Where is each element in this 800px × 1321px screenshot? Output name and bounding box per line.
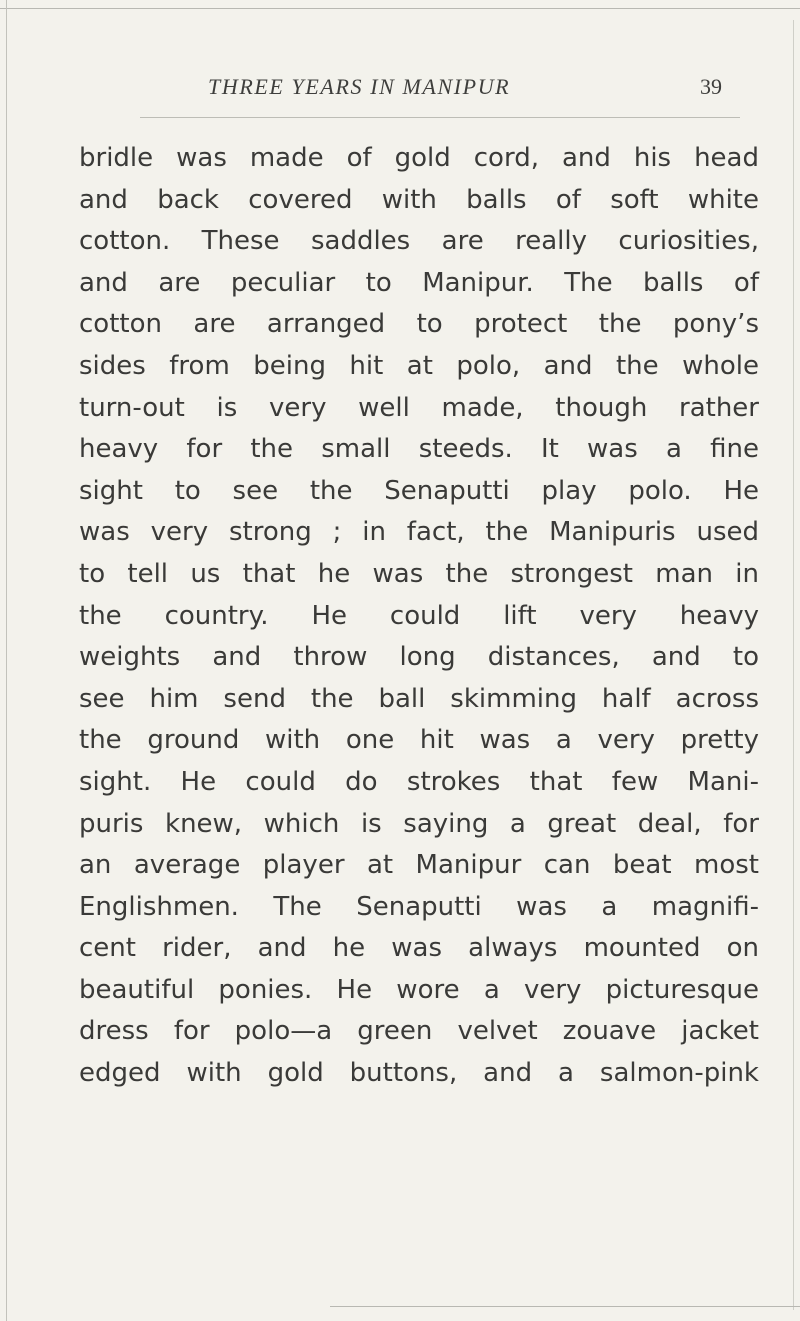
text-line: Englishmen. The Senaputti was a magnifi-: [79, 891, 759, 922]
page-edge-right: [793, 20, 794, 1310]
text-line: to tell us that he was the strongest man in: [79, 558, 759, 589]
running-title: THREE YEARS IN MANIPUR: [208, 74, 511, 99]
text-line: beautiful ponies. He wore a very picturesque: [79, 974, 759, 1005]
page-edge-left: [6, 0, 7, 1321]
text-line: and are peculiar to Manipur. The balls of: [79, 267, 759, 298]
text-line: cotton. These saddles are really curiosities,: [79, 226, 759, 257]
page-number: 39: [700, 74, 722, 99]
page-edge-bottom: [330, 1306, 800, 1307]
text-line: edged with gold buttons, and a salmon-pink: [79, 1058, 759, 1089]
text-line: an average player at Manipur can beat most: [79, 850, 759, 881]
text-line: was very strong ; in fact, the Manipuris used: [79, 517, 759, 548]
header-rule: [140, 117, 740, 118]
text-line: sight to see the Senaputti play polo. He: [79, 475, 759, 506]
page-edge-top: [0, 8, 800, 9]
text-line: see him send the ball skimming half across: [79, 683, 759, 714]
text-line: weights and throw long distances, and to: [79, 642, 759, 673]
text-line: heavy for the small steeds. It was a fine: [79, 434, 759, 465]
text-line: cent rider, and he was always mounted on: [79, 933, 759, 964]
body-text: [79, 138, 759, 1095]
text-line: bridle was made of gold cord, and his head: [79, 143, 759, 173]
text-line: turn-out is very well made, though rather: [79, 392, 759, 423]
page-header: [0, 74, 800, 108]
text-line: the ground with one hit was a very pretty: [79, 725, 759, 756]
text-line: dress for polo—a green velvet zouave jacket: [79, 1016, 759, 1047]
text-line: and back covered with balls of soft white: [79, 184, 759, 215]
text-line: cotton are arranged to protect the pony’s: [79, 309, 759, 340]
text-line: the country. He could lift very heavy: [79, 600, 759, 631]
text-line: sight. He could do strokes that few Mani-: [79, 766, 759, 797]
text-line: puris knew, which is saying a great deal, for: [79, 808, 759, 839]
text-line: sides from being hit at polo, and the whole: [79, 350, 759, 381]
